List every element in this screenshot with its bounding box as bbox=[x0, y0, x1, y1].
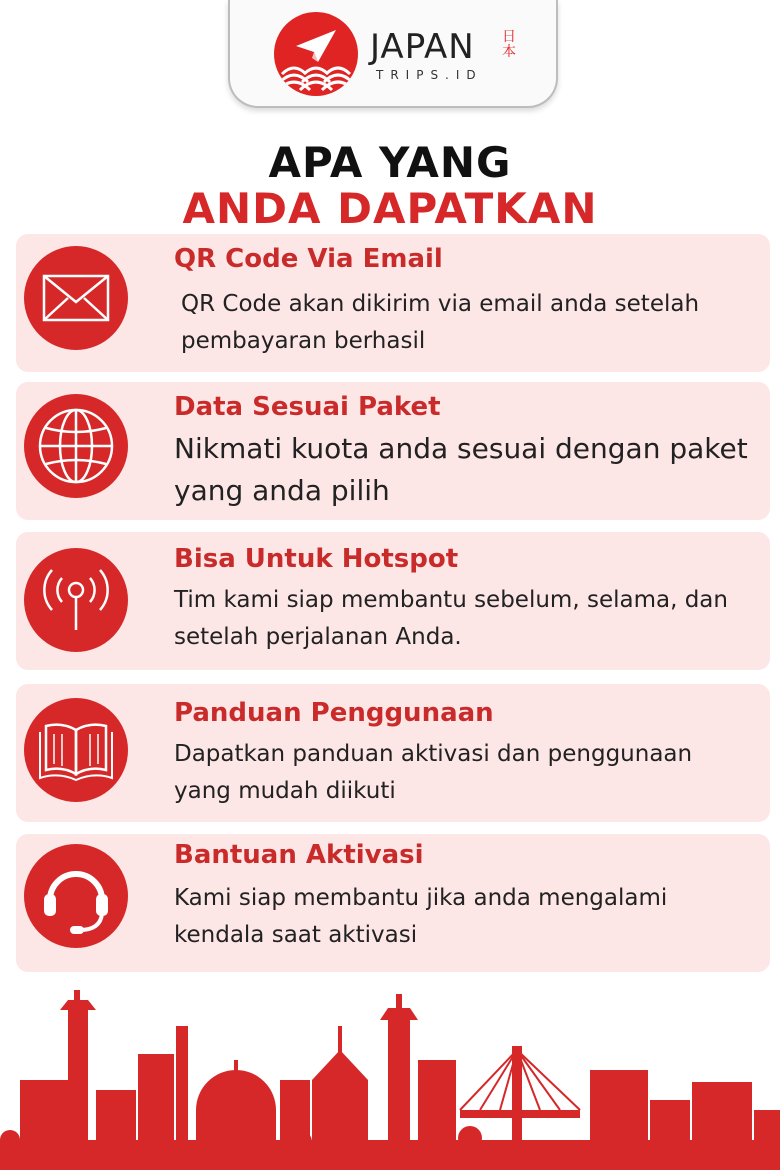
feature-desc: Nikmati kuota anda sesuai dengan paket yang anda pilih bbox=[174, 432, 748, 507]
heading-line-2: ANDA DAPATKAN bbox=[182, 184, 598, 233]
feature-desc: QR Code akan dikirim via email anda setelah pembayaran berhasil bbox=[181, 291, 700, 354]
feature-card-data bbox=[16, 382, 770, 520]
feature-title: Panduan Penggunaan bbox=[174, 698, 494, 728]
heading-line-1: APA YANG bbox=[268, 138, 512, 187]
globe-icon bbox=[24, 394, 128, 498]
book-icon bbox=[24, 698, 128, 802]
brand-name: JAPAN bbox=[370, 27, 475, 67]
brand-kanji: 日本 bbox=[502, 29, 516, 60]
brand-sub: TRIPS.ID bbox=[376, 68, 483, 82]
logo-emblem-icon bbox=[274, 12, 358, 96]
feature-title: Bisa Untuk Hotspot bbox=[174, 544, 459, 574]
feature-card-support bbox=[16, 834, 770, 972]
feature-card-hotspot bbox=[16, 532, 770, 670]
feature-title: QR Code Via Email bbox=[174, 244, 443, 274]
feature-desc: Kami siap membantu jika anda mengalami kendala saat aktivasi bbox=[174, 885, 668, 948]
hotspot-icon bbox=[24, 548, 128, 652]
city-skyline-illustration bbox=[0, 990, 780, 1170]
headset-icon bbox=[24, 844, 128, 948]
feature-title: Data Sesuai Paket bbox=[174, 392, 441, 422]
feature-title: Bantuan Aktivasi bbox=[174, 840, 424, 870]
feature-card-qr-email bbox=[16, 234, 770, 372]
feature-card-guide bbox=[16, 684, 770, 822]
feature-desc: Tim kami siap membantu sebelum, selama, dan setelah perjalanan Anda. bbox=[174, 587, 728, 650]
feature-desc: Dapatkan panduan aktivasi dan penggunaan yang mudah diikuti bbox=[174, 741, 693, 804]
logo-tab bbox=[228, 0, 558, 108]
envelope-icon bbox=[24, 246, 128, 350]
